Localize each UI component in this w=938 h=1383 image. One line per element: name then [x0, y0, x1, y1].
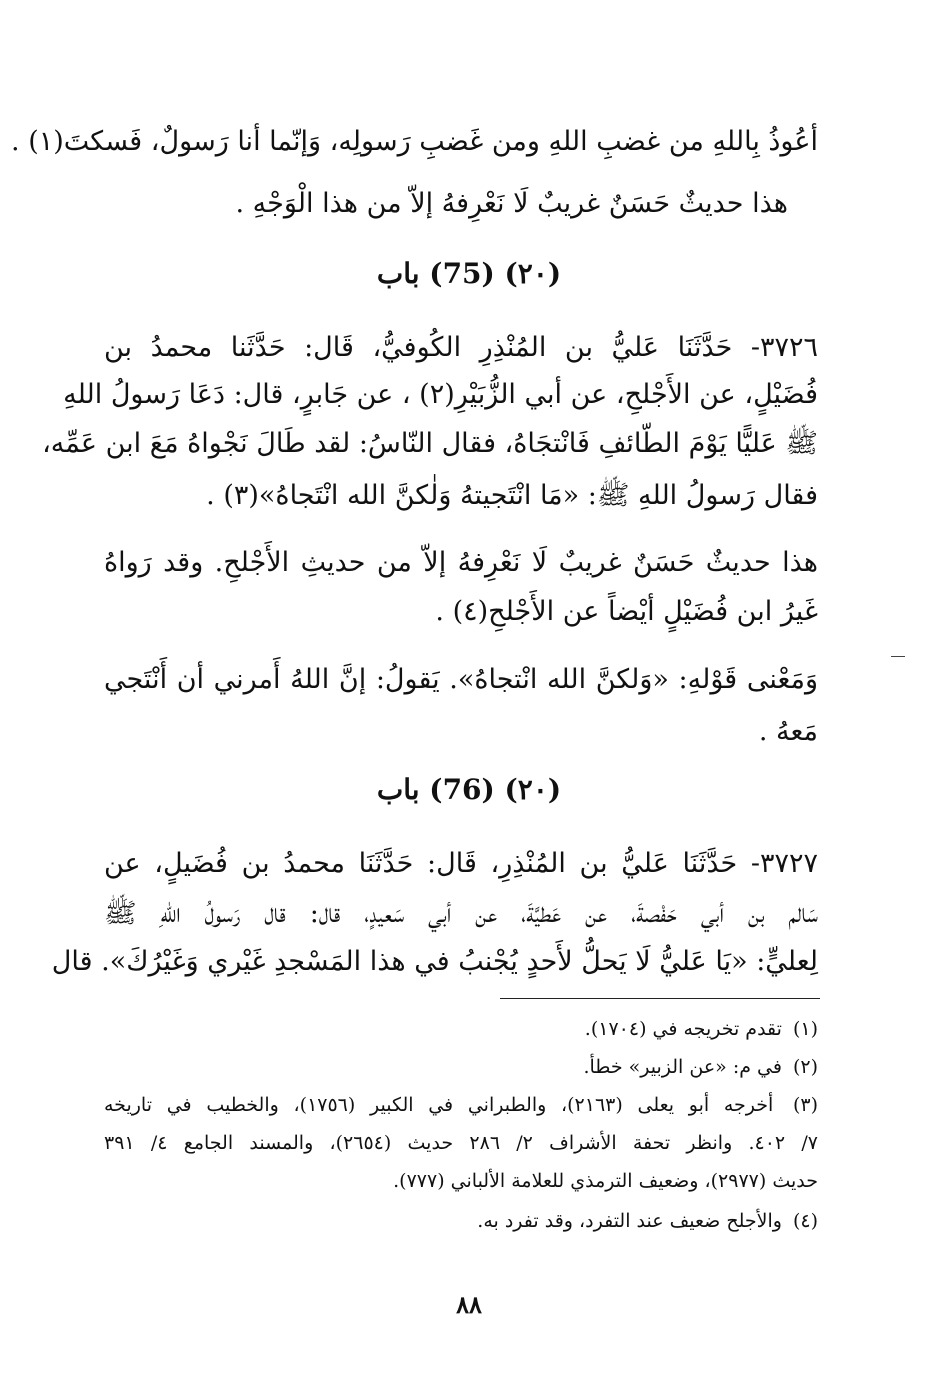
hadith-3726-comment: هذا حديثٌ حَسَنٌ غريبٌ لَا نَعْرِفهُ إلاّ من حديثِ الأَجْلحِ. وقد رَواهُ	[104, 547, 818, 578]
footnote-text: تقدم تخريجه في (١٧٠٤).	[584, 1018, 782, 1040]
hadith-3726-line: فقال رَسولُ اللهِ ﷺ: «مَا انْتَجيتهُ وَلٰكنَّ الله انْتَجاهُ»(٣) .	[206, 480, 818, 511]
hadith-3727-line: ٣٧٢٧- حَدَّثَنَا عَليُّ بن المُنْذِرِ، قَال: حَدَّثَنَا محمدُ بن فُضَيلٍ، عن	[104, 848, 818, 879]
footnote-number: (٢)	[792, 1056, 818, 1078]
passage-comment: هذا حديثٌ حَسَنٌ غريبٌ لَا نَعْرِفهُ إلاّ من هذا الْوَجْهِ .	[235, 188, 788, 219]
hadith-3726-line: ﷺ عَليًّا يَوْمَ الطّائفِ فَانْتجَاهُ، فقال النّاسُ: لقد طَالَ نَجْواهُ مَعَ ابن عَمِّه،	[42, 428, 818, 459]
footnote-3-line: حديث (٢٩٧٧)، وضعيف الترمذي للعلامة الألباني (٧٧٧).	[393, 1170, 818, 1192]
margin-mark	[891, 656, 905, 657]
chapter-heading-76: (٢٠) (76) باب	[376, 773, 562, 806]
page-number: ٨٨	[456, 1290, 482, 1319]
footnote-number: (٣)	[792, 1094, 819, 1116]
chapter-heading-75: (٢٠) (75) باب	[376, 257, 562, 290]
hadith-3727-line: سَالم بن أبي حَفْصةَ، عن عَطيَّةَ، عن أبي سَعيدٍ، قال: قال رَسولُ اللهِ ﷺ	[104, 898, 818, 929]
footnote-number: (٤)	[792, 1210, 818, 1232]
footnote-2	[583, 1052, 818, 1082]
passage-line: أعُوذُ بِاللهِ من غضبِ اللهِ ومن غَضبِ رَسولِه، وَإنّما أنا رَسولٌ، فَسكتَ(١) .	[11, 126, 818, 157]
footnote-number: (١)	[792, 1018, 818, 1040]
meaning-line: مَعهُ .	[758, 716, 818, 747]
footnote-text: في م: «عن الزبير» خطأ.	[583, 1056, 782, 1078]
footnote-3	[104, 1090, 818, 1120]
meaning-line: وَمَعْنى قَوْلهِ: «وَلكنَّ الله انْتجاهُ». يَقولُ: إنَّ اللهُ أَمرني أن أَنْتَجي	[104, 664, 818, 695]
footnote-text: والأجلح ضعيف عند التفرد، وقد تفرد به.	[477, 1210, 782, 1232]
footnote-text: أخرجه أبو يعلى (٢١٦٣)، والطبراني في الكبير (١٧٥٦)، والخطيب في تاريخه	[104, 1094, 774, 1116]
hadith-3726-line: ٣٧٢٦- حَدَّثَنَا عَليُّ بن المُنْذِرِ الكُوفيُّ، قَال: حَدَّثَنا محمدُ بن	[104, 332, 818, 363]
footnote-separator	[500, 998, 820, 999]
hadith-3726-line: فُضَيْلٍ، عن الأَجْلحِ، عن أبي الزُّبَيْرِ(٢) ، عن جَابرٍ، قال: دَعَا رَسولُ اللهِ	[63, 379, 818, 410]
hadith-3727-line: لِعليٍّ: «يَا عَليُّ لَا يَحلُّ لأَحدٍ يُجْنبُ في هذا المَسْجدِ غَيْري وَغَيْرُكَ». قال	[51, 946, 818, 977]
hadith-3726-comment: غَيرُ ابن فُضَيْلٍ أيْضاً عن الأَجْلحِ(٤) .	[435, 596, 818, 627]
footnote-4	[477, 1206, 818, 1236]
footnote-1	[585, 1014, 818, 1044]
footnote-3-line: ٧/ ٤٠٢. وانظر تحفة الأشراف ٢/ ٢٨٦ حديث (٢٦٥٤)، والمسند الجامع ٤/ ٣٩١	[104, 1132, 818, 1154]
